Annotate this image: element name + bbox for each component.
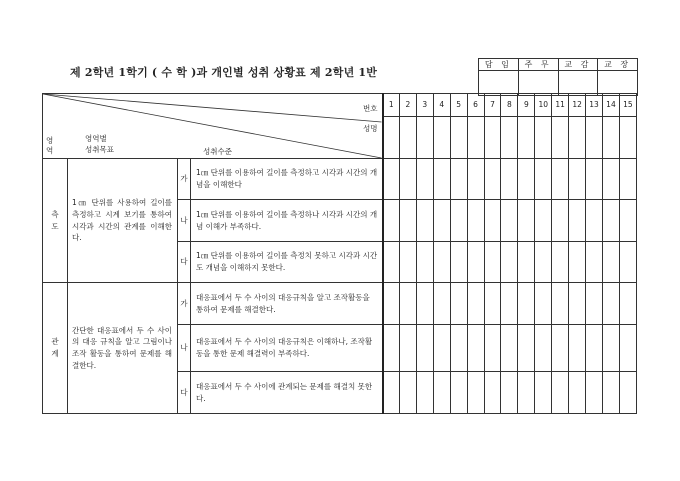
student-name-cell[interactable]	[619, 117, 636, 159]
mark-cell[interactable]	[383, 325, 400, 372]
mark-cell[interactable]	[416, 200, 433, 242]
mark-cell[interactable]	[569, 372, 586, 414]
approval-box	[478, 58, 638, 96]
mark-cell[interactable]	[535, 372, 552, 414]
criteria-cell: 대응표에서 두 수 사이의 대응규칙을 알고 조작활동을 통하여 문제를 해결한다.	[191, 283, 383, 325]
table-row	[43, 159, 637, 200]
name-header: 성명	[363, 124, 378, 133]
student-number: 10	[535, 94, 552, 117]
mark-cell[interactable]	[450, 283, 467, 325]
student-name-cell[interactable]	[586, 117, 603, 159]
area-cell: 측 도	[43, 159, 68, 283]
student-name-cell[interactable]	[484, 117, 501, 159]
mark-cell[interactable]	[399, 242, 416, 283]
mark-cell[interactable]	[433, 200, 450, 242]
student-number: 4	[433, 94, 450, 117]
student-number: 15	[619, 94, 636, 117]
mark-cell[interactable]	[552, 200, 569, 242]
mark-cell[interactable]	[586, 159, 603, 200]
mark-cell[interactable]	[433, 325, 450, 372]
mark-cell[interactable]	[518, 159, 535, 200]
mark-cell[interactable]	[552, 159, 569, 200]
mark-cell[interactable]	[535, 325, 552, 372]
criteria-cell: 1㎝ 단위를 이용하여 길이를 측정치 못하고 시각과 시간도 개념을 이해하지 못한다.	[191, 242, 383, 283]
mark-cell[interactable]	[518, 242, 535, 283]
grade-cell: 가	[178, 159, 191, 200]
mark-cell[interactable]	[569, 159, 586, 200]
student-number: 2	[399, 94, 416, 117]
mark-cell[interactable]	[433, 283, 450, 325]
student-number: 8	[501, 94, 518, 117]
student-number: 6	[467, 94, 484, 117]
mark-cell[interactable]	[399, 159, 416, 200]
student-name-cell[interactable]	[602, 117, 619, 159]
criteria-cell: 1㎝ 단위를 이용하여 길이를 측정하나 시각과 시간의 개념 이해가 부족하다.	[191, 200, 383, 242]
grade-cell: 가	[178, 283, 191, 325]
area-header: 영 역	[46, 136, 54, 155]
mark-cell[interactable]	[450, 200, 467, 242]
mark-cell[interactable]	[586, 200, 603, 242]
approval-sign-cell[interactable]	[479, 71, 519, 96]
mark-cell[interactable]	[433, 372, 450, 414]
header-diagonal-cell	[43, 94, 383, 159]
student-name-cell[interactable]	[450, 117, 467, 159]
mark-cell[interactable]	[416, 159, 433, 200]
mark-cell[interactable]	[501, 372, 518, 414]
mark-cell[interactable]	[552, 325, 569, 372]
mark-cell[interactable]	[416, 242, 433, 283]
objective-cell: 간단한 대응표에서 두 수 사이의 대응 규칙을 알고 그림이나 조작 활동을 통하여 문제를 해결한다.	[68, 283, 178, 414]
student-number: 1	[383, 94, 400, 117]
objective-cell: 1㎝ 단위를 사용하여 길이를 측정하고 시계 보기를 통하여 시각과 시간의 관계를 이해한다.	[68, 159, 178, 283]
mark-cell[interactable]	[518, 325, 535, 372]
student-name-cell[interactable]	[399, 117, 416, 159]
mark-cell[interactable]	[518, 283, 535, 325]
area-cell: 관 계	[43, 283, 68, 414]
mark-cell[interactable]	[586, 325, 603, 372]
mark-cell[interactable]	[602, 242, 619, 283]
student-name-cell[interactable]	[569, 117, 586, 159]
mark-cell[interactable]	[569, 325, 586, 372]
criteria-cell: 대응표에서 두 수 사이의 대응규칙은 이해하나, 조작활동을 통한 문제 해결력이 부족하다.	[191, 325, 383, 372]
mark-cell[interactable]	[501, 159, 518, 200]
student-number: 3	[416, 94, 433, 117]
student-name-cell[interactable]	[416, 117, 433, 159]
mark-cell[interactable]	[433, 242, 450, 283]
student-name-cell[interactable]	[535, 117, 552, 159]
approval-label: 담 임	[479, 59, 519, 71]
mark-cell[interactable]	[383, 242, 400, 283]
grade-cell: 나	[178, 325, 191, 372]
grade-cell: 다	[178, 242, 191, 283]
approval-label: 교 감	[558, 59, 598, 71]
approval-label: 교 장	[598, 59, 638, 71]
mark-cell[interactable]	[484, 159, 501, 200]
mark-cell[interactable]	[484, 200, 501, 242]
mark-cell[interactable]	[518, 200, 535, 242]
mark-cell[interactable]	[416, 325, 433, 372]
mark-cell[interactable]	[569, 242, 586, 283]
mark-cell[interactable]	[484, 372, 501, 414]
mark-cell[interactable]	[399, 325, 416, 372]
mark-cell[interactable]	[552, 242, 569, 283]
mark-cell[interactable]	[450, 325, 467, 372]
mark-cell[interactable]	[467, 200, 484, 242]
student-name-cell[interactable]	[433, 117, 450, 159]
mark-cell[interactable]	[602, 372, 619, 414]
mark-cell[interactable]	[619, 242, 636, 283]
mark-cell[interactable]	[383, 283, 400, 325]
mark-cell[interactable]	[535, 283, 552, 325]
objective-header: 영역별 성취목표	[85, 134, 114, 154]
mark-cell[interactable]	[467, 159, 484, 200]
mark-cell[interactable]	[450, 159, 467, 200]
mark-cell[interactable]	[433, 159, 450, 200]
mark-cell[interactable]	[501, 325, 518, 372]
mark-cell[interactable]	[484, 242, 501, 283]
mark-cell[interactable]	[569, 283, 586, 325]
student-name-cell[interactable]	[467, 117, 484, 159]
student-number: 7	[484, 94, 501, 117]
mark-cell[interactable]	[619, 283, 636, 325]
approval-sign-cell[interactable]	[518, 71, 558, 96]
mark-cell[interactable]	[619, 200, 636, 242]
table-row	[43, 283, 637, 325]
approval-sign-cell[interactable]	[558, 71, 598, 96]
level-header: 성취수준	[203, 147, 232, 156]
mark-cell[interactable]	[602, 325, 619, 372]
student-name-cell[interactable]	[552, 117, 569, 159]
student-number: 12	[569, 94, 586, 117]
mark-cell[interactable]	[416, 283, 433, 325]
mark-cell[interactable]	[586, 372, 603, 414]
mark-cell[interactable]	[535, 242, 552, 283]
mark-cell[interactable]	[619, 159, 636, 200]
mark-cell[interactable]	[501, 283, 518, 325]
mark-cell[interactable]	[399, 372, 416, 414]
student-number: 9	[518, 94, 535, 117]
achievement-table	[42, 93, 637, 414]
student-name-cell[interactable]	[383, 117, 400, 159]
mark-cell[interactable]	[450, 372, 467, 414]
mark-cell[interactable]	[535, 200, 552, 242]
mark-cell[interactable]	[602, 200, 619, 242]
mark-cell[interactable]	[518, 372, 535, 414]
mark-cell[interactable]	[552, 283, 569, 325]
page-title: 제 2학년 1학기 ( 수 학 )과 개인별 성취 상황표 제 2학년 1반	[70, 66, 378, 79]
criteria-cell: 대응표에서 두 수 사이에 관계되는 문제를 해결치 못한다.	[191, 372, 383, 414]
approval-label: 주 무	[518, 59, 558, 71]
mark-cell[interactable]	[569, 200, 586, 242]
mark-cell[interactable]	[450, 242, 467, 283]
mark-cell[interactable]	[501, 200, 518, 242]
mark-cell[interactable]	[602, 159, 619, 200]
mark-cell[interactable]	[501, 242, 518, 283]
student-name-cell[interactable]	[518, 117, 535, 159]
mark-cell[interactable]	[619, 325, 636, 372]
mark-cell[interactable]	[383, 372, 400, 414]
mark-cell[interactable]	[484, 283, 501, 325]
criteria-cell: 1㎝ 단위를 이용하여 길이를 측정하고 시각과 시간의 개념을 이해한다	[191, 159, 383, 200]
student-number: 11	[552, 94, 569, 117]
mark-cell[interactable]	[467, 242, 484, 283]
mark-cell[interactable]	[484, 325, 501, 372]
mark-cell[interactable]	[416, 372, 433, 414]
student-name-cell[interactable]	[501, 117, 518, 159]
mark-cell[interactable]	[383, 159, 400, 200]
mark-cell[interactable]	[602, 283, 619, 325]
student-number: 13	[586, 94, 603, 117]
grade-cell: 나	[178, 200, 191, 242]
approval-sign-cell[interactable]	[598, 71, 638, 96]
mark-cell[interactable]	[383, 200, 400, 242]
mark-cell[interactable]	[467, 283, 484, 325]
mark-cell[interactable]	[586, 242, 603, 283]
mark-cell[interactable]	[619, 372, 636, 414]
mark-cell[interactable]	[586, 283, 603, 325]
grade-cell: 다	[178, 372, 191, 414]
mark-cell[interactable]	[552, 372, 569, 414]
mark-cell[interactable]	[467, 325, 484, 372]
number-header: 번호	[363, 104, 378, 113]
mark-cell[interactable]	[467, 372, 484, 414]
student-number: 14	[602, 94, 619, 117]
mark-cell[interactable]	[399, 200, 416, 242]
mark-cell[interactable]	[399, 283, 416, 325]
mark-cell[interactable]	[535, 159, 552, 200]
student-number: 5	[450, 94, 467, 117]
